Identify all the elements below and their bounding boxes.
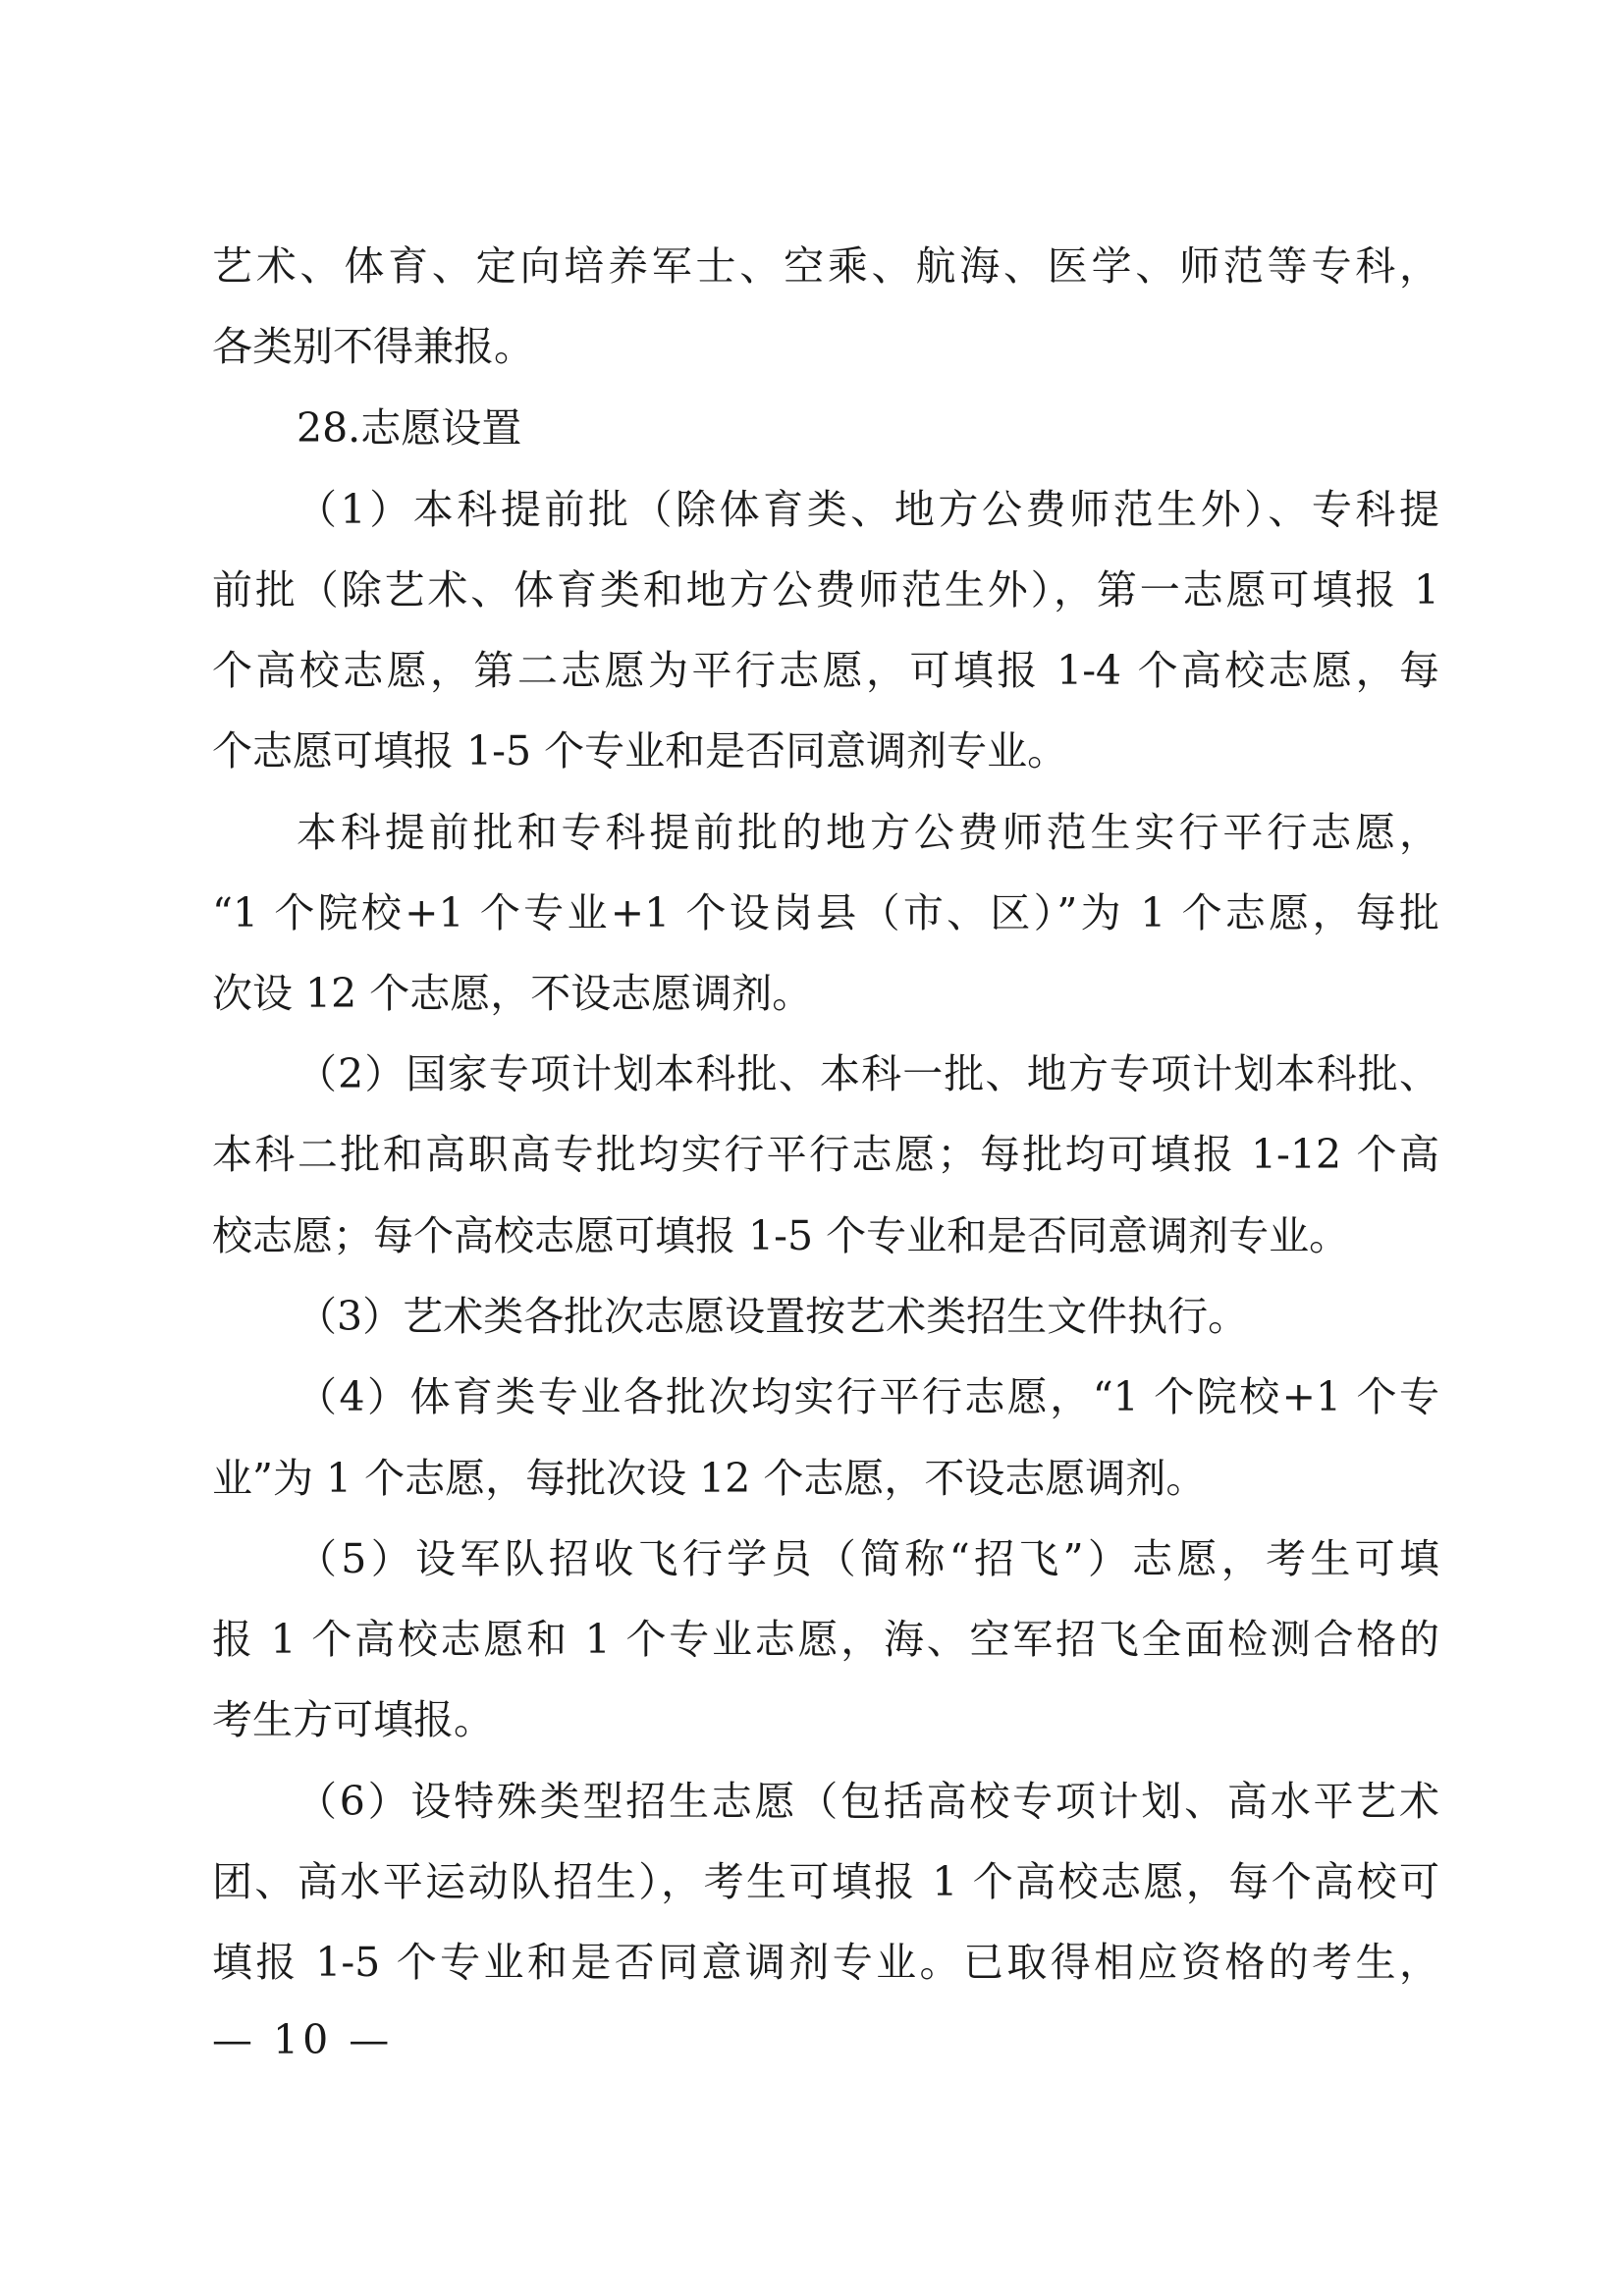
text-line: 艺术、体育、定向培养军士、空乘、航海、医学、师范等专科， (212, 242, 1439, 290)
text-line: （3）艺术类各批次志愿设置按艺术类招生文件执行。 (297, 1293, 1249, 1340)
text-line: 校志愿；每个高校志愿可填报 1-5 个专业和是否同意调剂专业。 (212, 1212, 1350, 1259)
text-line: 报 1 个高校志愿和 1 个专业志愿，海、空军招飞全面检测合格的 (212, 1616, 1439, 1663)
text-line: “1 个院校+1 个专业+1 个设岗县（市、区）”为 1 个志愿，每批 (212, 889, 1439, 936)
text-line: 各类别不得兼报。 (212, 323, 534, 370)
text-line: 次设 12 个志愿，不设志愿调剂。 (212, 970, 813, 1017)
text-line: 团、高水平运动队招生），考生可填报 1 个高校志愿，每个高校可 (212, 1858, 1439, 1905)
text-line: 本科二批和高职高专批均实行平行志愿；每批均可填报 1-12 个高 (212, 1131, 1439, 1178)
text-line: （6）设特殊类型招生志愿（包括高校专项计划、高水平艺术 (297, 1778, 1439, 1825)
text-line: 个志愿可填报 1-5 个专业和是否同意调剂专业。 (212, 727, 1068, 774)
text-line: 本科提前批和专科提前批的地方公费师范生实行平行志愿， (297, 809, 1439, 856)
text-line: 28.志愿设置 (297, 404, 522, 452)
page-number: — 10 — (212, 2016, 394, 2063)
text-line: 个高校志愿，第二志愿为平行志愿，可填报 1-4 个高校志愿，每 (212, 647, 1439, 694)
text-line: （5）设军队招收飞行学员（简称“招飞”）志愿，考生可填 (297, 1535, 1439, 1582)
text-line: 填报 1-5 个专业和是否同意调剂专业。已取得相应资格的考生， (212, 1939, 1439, 1986)
text-line: 业”为 1 个志愿，每批次设 12 个志愿，不设志愿调剂。 (212, 1455, 1207, 1502)
text-line: （2）国家专项计划本科批、本科一批、地方专项计划本科批、 (297, 1050, 1439, 1097)
text-line: （1）本科提前批（除体育类、地方公费师范生外）、专科提 (297, 486, 1439, 533)
text-line: 考生方可填报。 (212, 1696, 494, 1743)
text-line: 前批（除艺术、体育类和地方公费师范生外），第一志愿可填报 1 (212, 566, 1439, 614)
text-line: （4）体育类专业各批次均实行平行志愿，“1 个院校+1 个专 (297, 1373, 1439, 1420)
